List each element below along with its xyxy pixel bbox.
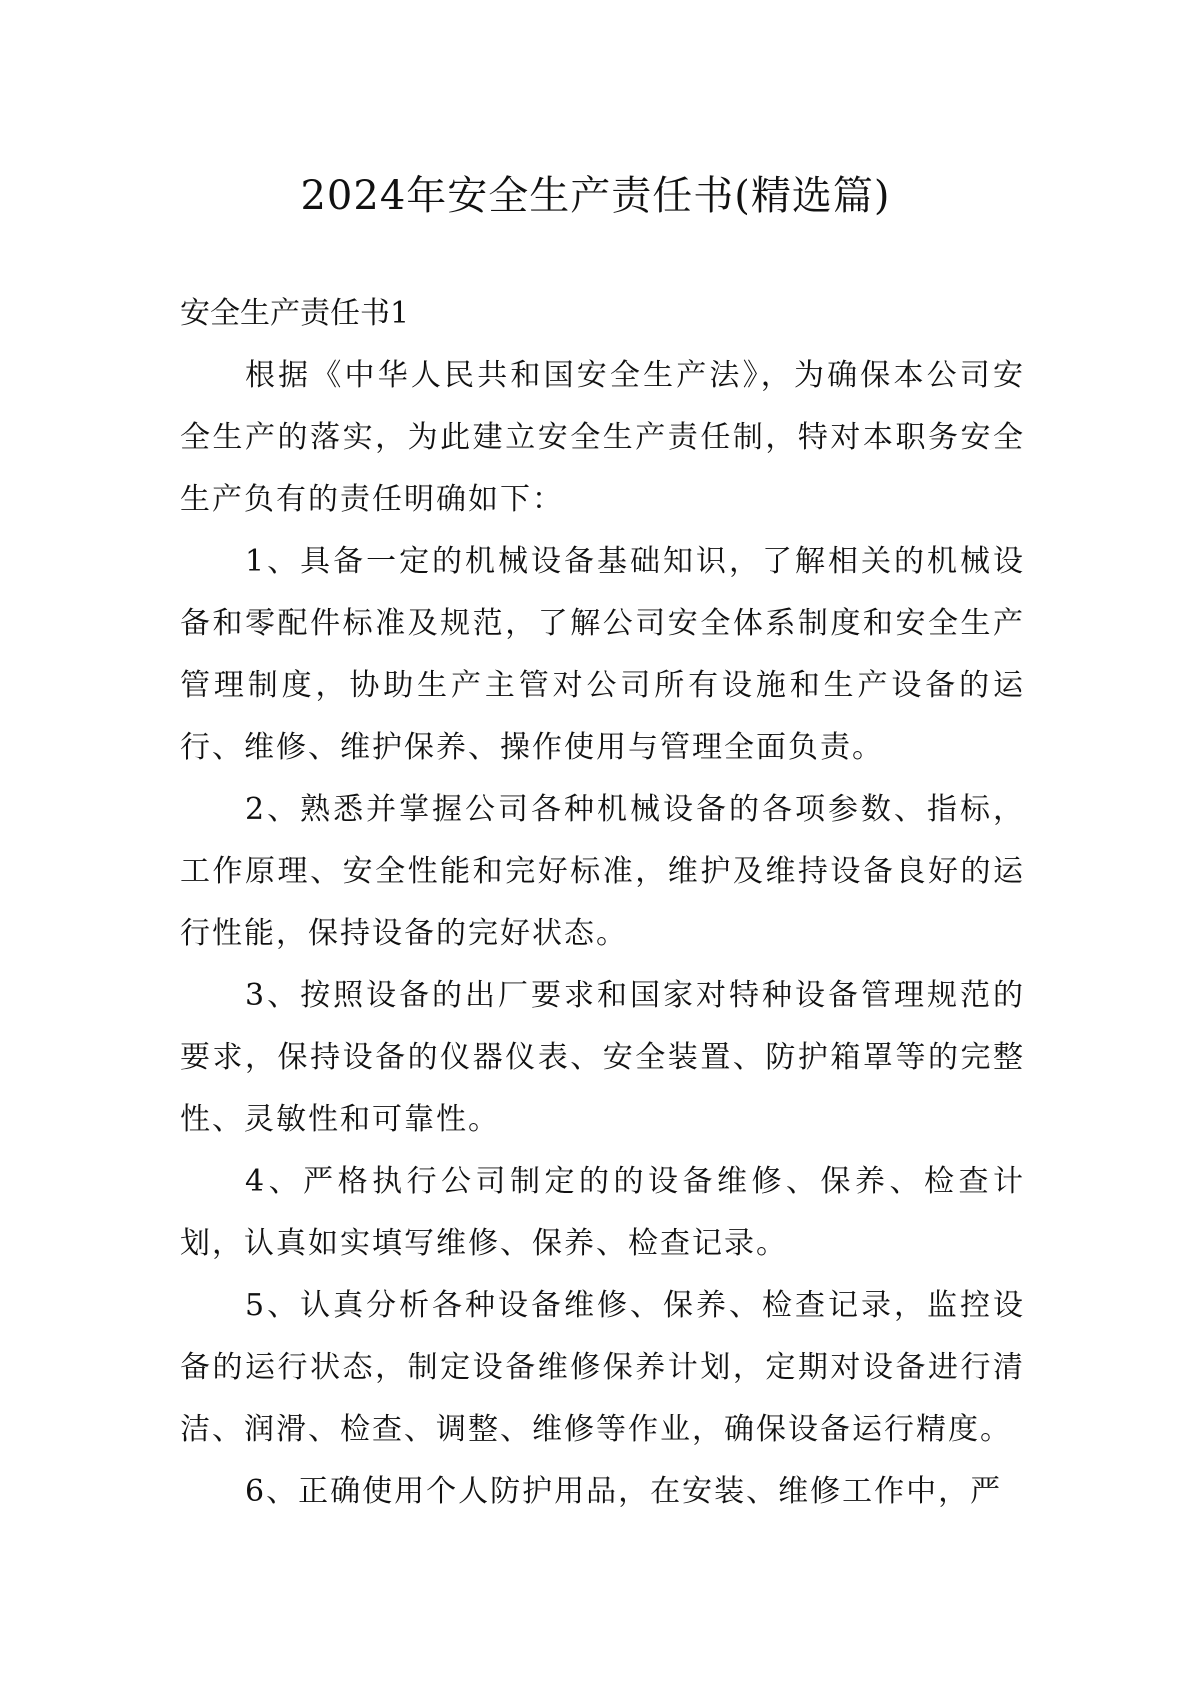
paragraph-item-3: 3、按照设备的出厂要求和国家对特种设备管理规范的要求，保持设备的仪器仪表、安全装置、防护箱罩等的完整性、灵敏性和可靠性。 [180, 978, 1025, 1137]
paragraph-item-5: 5、认真分析各种设备维修、保养、检查记录，监控设备的运行状态，制定设备维修保养计划，定期对设备进行清洁、润滑、检查、调整、维修等作业，确保设备运行精度。 [180, 1288, 1025, 1447]
paragraph-intro: 根据《中华人民共和国安全生产法》，为确保本公司安全生产的落实，为此建立安全生产责任制，特对本职务安全生产负有的责任明确如下： [180, 358, 1025, 517]
document-title: 2024年安全生产责任书(精选篇) [300, 173, 891, 219]
section-heading: 安全生产责任书1 [180, 296, 410, 331]
paragraph-item-6: 6、正确使用个人防护用品，在安装、维修工作中，严 [245, 1474, 1003, 1509]
paragraph-item-1: 1、具备一定的机械设备基础知识，了解相关的机械设备和零配件标准及规范，了解公司安全体系制度和安全生产管理制度，协助生产主管对公司所有设施和生产设备的运行、维修、维护保养、操作使用与管理全面负责。 [180, 544, 1025, 765]
paragraph-item-4: 4、严格执行公司制定的的设备维修、保养、检查计划，认真如实填写维修、保养、检查记录。 [180, 1164, 1025, 1261]
paragraph-item-2: 2、熟悉并掌握公司各种机械设备的各项参数、指标，工作原理、安全性能和完好标准，维护及维持设备良好的运行性能，保持设备的完好状态。 [180, 792, 1025, 951]
document-body [180, 283, 1025, 1523]
